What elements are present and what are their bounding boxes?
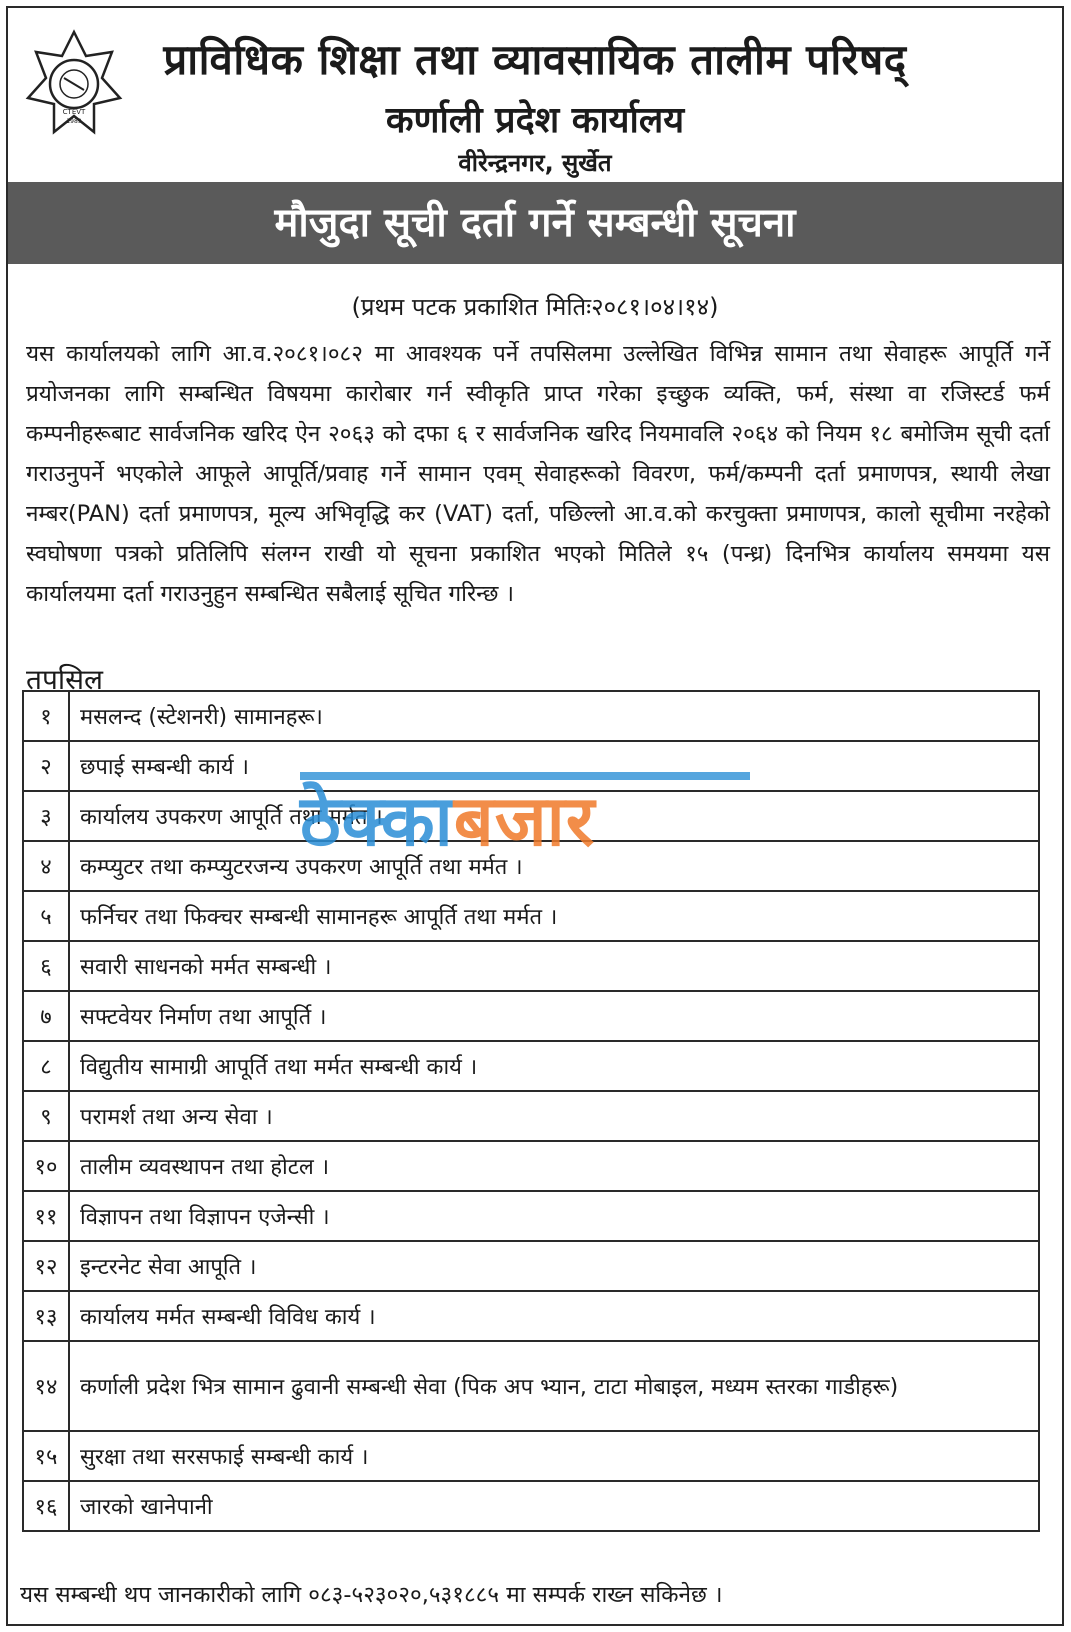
item-text: विद्युतीय सामाग्री आपूर्ति तथा मर्मत सम्बन्धी कार्य । (69, 1041, 1039, 1091)
item-number: १६ (23, 1481, 69, 1531)
item-number: ७ (23, 991, 69, 1041)
office-location: वीरेन्द्रनगर, सुर्खेत (458, 149, 612, 177)
watermark-part-2: बजार (453, 780, 596, 862)
table-row (23, 691, 1039, 741)
watermark-underline (300, 772, 750, 780)
item-text: परामर्श तथा अन्य सेवा । (69, 1091, 1039, 1141)
table-row (23, 1241, 1039, 1291)
item-number: ३ (23, 791, 69, 841)
table-row (23, 1191, 1039, 1241)
table-row (23, 1091, 1039, 1141)
item-number: १३ (23, 1291, 69, 1341)
table-row (23, 741, 1039, 791)
watermark-part-1: ठेक्का (300, 780, 454, 862)
logo-acronym: CTEVT (62, 108, 86, 116)
table-row (23, 841, 1039, 891)
table-row (23, 941, 1039, 991)
item-text: कार्यालय उपकरण आपूर्ति तथा मर्मत । (69, 791, 1039, 841)
item-text: जारको खानेपानी (69, 1481, 1039, 1531)
item-text: कार्यालय मर्मत सम्बन्धी विविध कार्य । (69, 1291, 1039, 1341)
notice-body: यस कार्यालयको लागि आ.व.२०८१।०८२ मा आवश्यक पर्ने तपसिलमा उल्लेखित विभिन्न सामान तथा सेवाहरू आपूर्ति गर्ने प्रयोजनका लागि सम्बन्धित विषयमा कारोबार गर्न स्वीकृति प्राप्त गरेका इच्छुक व्यक्ति, फर्म, संस्था वा रजिस्टर्ड फर्म कम्पनीहरूबाट सार्वजनिक खरिद ऐन २०६३ को दफा ६ र सार्वजनिक खरिद नियमावलि २०६४ को नियम १८ बमोजिम सूची दर्ता गराउनुपर्ने भएकोले आफूले आपूर्ति/प्रवाह गर्ने सामान एवम् सेवाहरूको विवरण, फर्म/कम्पनी दर्ता प्रमाणपत्र, स्थायी लेखा नम्बर(PAN) दर्ता प्रमाणपत्र, मूल्य अभिवृद्धि कर (VAT) दर्ता, पछिल्लो आ.व.को करचुक्ता प्रमाणपत्र, कालो सूचीमा नरहेको स्वघोषणा पत्रको प्रतिलिपि संलग्न राखी यो सूचना प्रकाशित भएको मितिले १५ (पन्ध्र) दिनभित्र कार्यालय समयमा यस कार्यालयमा दर्ता गराउनुहुन सम्बन्धित सबैलाई सूचित गरिन्छ । (26, 341, 1050, 607)
item-text: मसलन्द (स्टेशनरी) सामानहरू। (69, 691, 1039, 741)
table-row (23, 891, 1039, 941)
publish-date: (प्रथम पटक प्रकाशित मितिः२०८१।०४।१४) (351, 293, 719, 321)
table-row (23, 1291, 1039, 1341)
contact-footer: यस सम्बन्धी थप जानकारीको लागि ०८३-५२३०२०,५३१८८५ मा सम्पर्क राख्न सकिनेछ । (20, 1582, 723, 1608)
table-row (23, 1041, 1039, 1091)
item-number: ११ (23, 1191, 69, 1241)
item-text: फर्निचर तथा फिक्चर सम्बन्धी सामानहरू आपूर्ति तथा मर्मत । (69, 891, 1039, 941)
table-row (23, 1481, 1039, 1531)
item-number: ५ (23, 891, 69, 941)
table-row (23, 1141, 1039, 1191)
item-number: १४ (23, 1341, 69, 1431)
item-number: १२ (23, 1241, 69, 1291)
table-row (23, 791, 1039, 841)
notice-title: मौजुदा सूची दर्ता गर्ने सम्बन्धी सूचना (8, 182, 1062, 264)
list-heading: तपसिल (26, 663, 104, 696)
organization-name: प्राविधिक शिक्षा तथा व्यावसायिक तालीम परिषद् (163, 35, 907, 84)
item-number: ९ (23, 1091, 69, 1141)
item-text: इन्टरनेट सेवा आपूति । (69, 1241, 1039, 1291)
item-number: ४ (23, 841, 69, 891)
office-name: कर्णाली प्रदेश कार्यालय (385, 100, 685, 141)
item-number: १ (23, 691, 69, 741)
table-row (23, 991, 1039, 1041)
item-text: विज्ञापन तथा विज्ञापन एजेन्सी । (69, 1191, 1039, 1241)
item-number: २ (23, 741, 69, 791)
item-text: कम्प्युटर तथा कम्प्युटरजन्य उपकरण आपूर्ति तथा मर्मत । (69, 841, 1039, 891)
item-text: सफ्टवेयर निर्माण तथा आपूर्ति । (69, 991, 1039, 1041)
item-number: ६ (23, 941, 69, 991)
item-text: सुरक्षा तथा सरसफाई सम्बन्धी कार्य । (69, 1431, 1039, 1481)
item-text: सवारी साधनको मर्मत सम्बन्धी । (69, 941, 1039, 991)
item-number: १० (23, 1141, 69, 1191)
item-number: ८ (23, 1041, 69, 1091)
table-row (23, 1341, 1039, 1431)
logo-year: 1989 (66, 118, 82, 125)
items-table (22, 690, 1040, 1532)
table-row (23, 1431, 1039, 1481)
item-text: तालीम व्यवस्थापन तथा होटल । (69, 1141, 1039, 1191)
item-text: छपाई सम्बन्धी कार्य । (69, 741, 1039, 791)
item-text: कर्णाली प्रदेश भित्र सामान ढुवानी सम्बन्धी सेवा (पिक अप भ्यान, टाटा मोबाइल, मध्यम स्तरका गाडीहरू) (69, 1341, 1039, 1431)
item-number: १५ (23, 1431, 69, 1481)
